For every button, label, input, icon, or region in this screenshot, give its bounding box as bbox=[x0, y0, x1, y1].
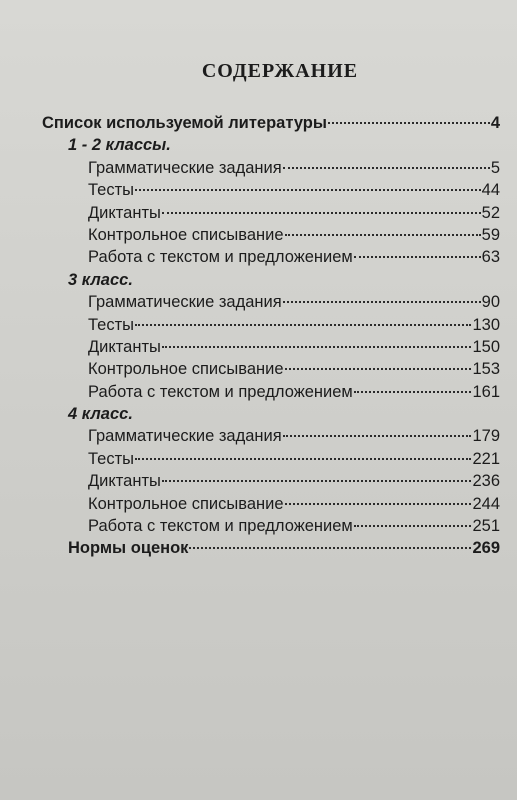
toc-entry bbox=[42, 448, 500, 470]
toc-entry-label: Диктанты bbox=[88, 472, 161, 491]
toc-entry-label: Нормы оценок bbox=[68, 539, 189, 558]
page-title: СОДЕРЖАНИЕ bbox=[201, 60, 359, 82]
toc-page-number: 251 bbox=[472, 517, 500, 536]
toc-entry-label: Работа с текстом и предложением bbox=[88, 517, 353, 536]
toc-entry bbox=[42, 202, 500, 224]
toc-entry-label: Работа с текстом и предложением bbox=[88, 382, 353, 401]
toc-entry-label: Тесты bbox=[88, 449, 134, 468]
toc-entry-label: Грамматические задания bbox=[88, 293, 282, 312]
table-of-contents bbox=[42, 112, 500, 560]
leader-dots bbox=[354, 391, 472, 393]
leader-dots bbox=[283, 301, 481, 303]
leader-dots bbox=[354, 256, 481, 258]
toc-entry bbox=[42, 224, 500, 246]
leader-dots bbox=[135, 189, 481, 191]
toc-page-number: 161 bbox=[472, 382, 500, 401]
section-heading: 4 класс. bbox=[68, 405, 133, 424]
leader-dots bbox=[285, 368, 472, 370]
toc-page-number: 269 bbox=[472, 539, 500, 558]
toc-entry bbox=[42, 179, 500, 201]
toc-page-number: 4 bbox=[490, 114, 500, 132]
leader-dots bbox=[135, 324, 471, 326]
leader-dots bbox=[189, 547, 471, 549]
toc-entry bbox=[42, 425, 500, 447]
leader-dots bbox=[283, 167, 490, 169]
toc-entry-label: Контрольное списывание bbox=[88, 494, 284, 513]
leader-dots bbox=[285, 234, 481, 236]
leader-dots bbox=[135, 458, 471, 460]
toc-page-number: 236 bbox=[472, 472, 500, 491]
toc-page-number: 130 bbox=[472, 315, 500, 334]
toc-entry-grading-norms bbox=[42, 537, 500, 559]
toc-page-number: 221 bbox=[472, 449, 500, 468]
toc-page-number: 63 bbox=[481, 248, 500, 267]
toc-section-1-2 bbox=[42, 134, 500, 268]
toc-page-number: 90 bbox=[481, 293, 500, 312]
toc-entry-label: Контрольное списывание bbox=[88, 360, 284, 379]
toc-entry-label: Контрольное списывание bbox=[88, 225, 284, 244]
toc-entry bbox=[42, 246, 500, 268]
toc-section-3 bbox=[42, 269, 500, 403]
toc-entry-label: Тесты bbox=[88, 315, 134, 334]
toc-entry bbox=[42, 157, 500, 179]
toc-page-number: 59 bbox=[481, 225, 500, 244]
toc-entry bbox=[42, 291, 500, 313]
toc-page-number: 150 bbox=[472, 337, 500, 356]
toc-entry-references bbox=[42, 112, 500, 134]
toc-entry-label: Список используемой литературы bbox=[42, 114, 327, 132]
section-heading: 1 - 2 классы. bbox=[68, 136, 171, 155]
toc-entry-label: Грамматические задания bbox=[88, 427, 282, 446]
toc-page-number: 5 bbox=[490, 158, 500, 177]
leader-dots bbox=[283, 435, 472, 437]
leader-dots bbox=[354, 525, 472, 527]
leader-dots bbox=[285, 503, 472, 505]
toc-entry bbox=[42, 314, 500, 336]
toc-entry-label: Грамматические задания bbox=[88, 158, 282, 177]
toc-page-number: 44 bbox=[481, 181, 500, 200]
toc-entry bbox=[42, 381, 500, 403]
toc-entry bbox=[42, 358, 500, 380]
toc-page-number: 179 bbox=[472, 427, 500, 446]
leader-dots bbox=[162, 480, 472, 482]
toc-entry-label: Работа с текстом и предложением bbox=[88, 248, 353, 267]
toc-entry-label: Диктанты bbox=[88, 337, 161, 356]
leader-dots bbox=[162, 212, 481, 214]
toc-entry bbox=[42, 493, 500, 515]
toc-page-number: 153 bbox=[472, 360, 500, 379]
toc-entry-label: Диктанты bbox=[88, 203, 161, 222]
toc-page-number: 52 bbox=[481, 203, 500, 222]
toc-page-number: 244 bbox=[472, 494, 500, 513]
leader-dots bbox=[328, 122, 490, 124]
toc-section-4 bbox=[42, 403, 500, 537]
toc-entry bbox=[42, 515, 500, 537]
toc-entry bbox=[42, 336, 500, 358]
toc-entry-label: Тесты bbox=[88, 181, 134, 200]
toc-entry bbox=[42, 470, 500, 492]
section-heading: 3 класс. bbox=[68, 270, 133, 289]
leader-dots bbox=[162, 346, 472, 348]
